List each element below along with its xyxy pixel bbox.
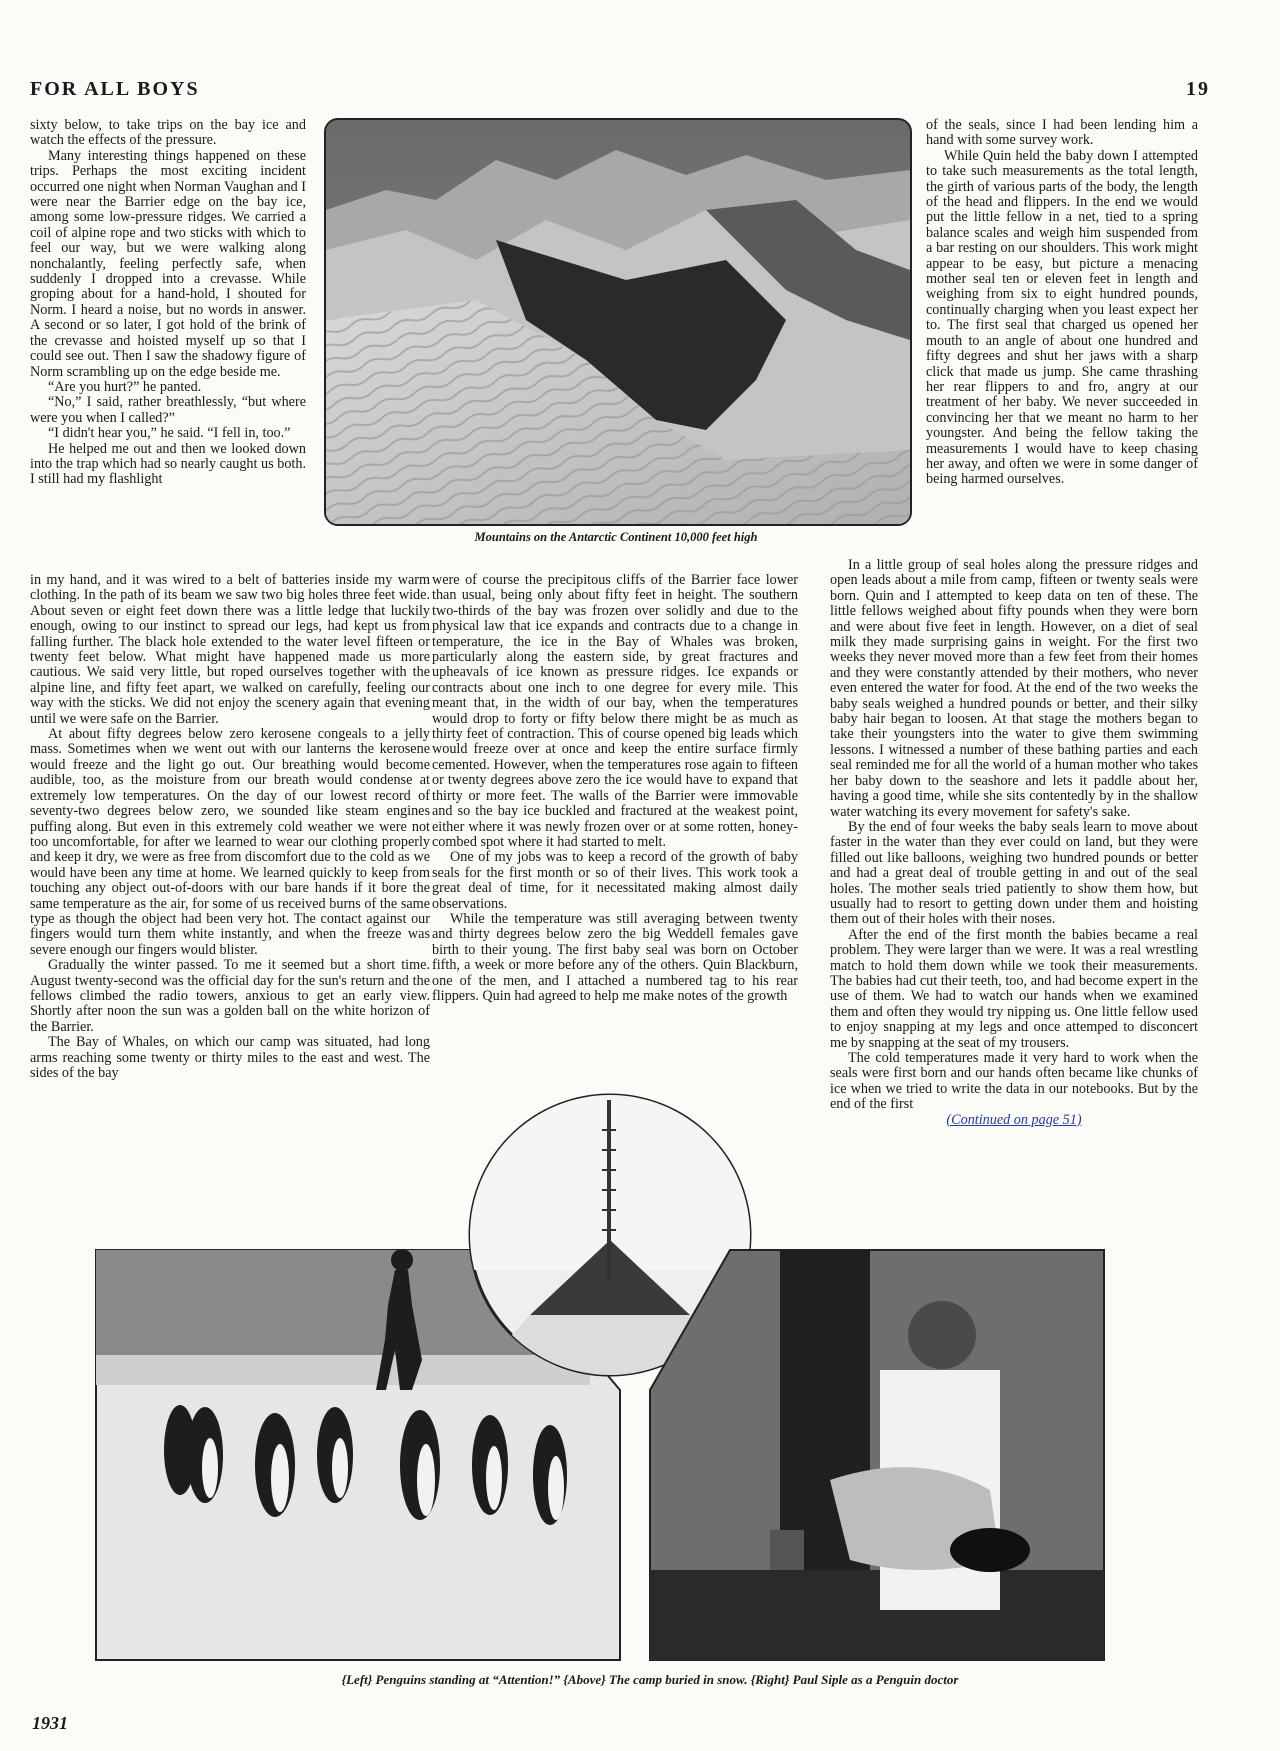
- paragraph: One of my jobs was to keep a record of the growth of baby seals for the first month or so of their lives. This work took a great deal of time, for it necessitated making almost daily observations.: [432, 849, 798, 912]
- paragraph: By the end of four weeks the baby seals learn to move about faster in the water than they ever could on land, but they were filled out like balloons, weighing two hundred pounds or better and had a great deal of trouble getting in and out of the seal holes. The mother seals tried patiently to show them how, but usually had to resort to getting down under them and hoisting them out of their holes with their noses.: [830, 818, 1198, 928]
- paragraph: After the end of the first month the babies became a real problem. They were larger than we were. It was a real wrestling match to hold them down while we took their measurements. The babies had cut their teeth, too, and had become expert in the use of them. We had to watch our hands when we examined them and often they would try nipping us. One little fellow used to enjoy snapping at my legs and once attemped to disconcert me by snapping at the seat of my trousers.: [830, 926, 1198, 1051]
- column-1-top: [30, 118, 306, 573]
- paragraph: The cold temperatures made it very hard to work when the seals were first born and our hands often became like chunks of ice when we tried to write the data in our notebooks. But by the end of the first: [830, 1050, 1198, 1113]
- paragraph: In a little group of seal holes along the pressure ridges and open leads about a mile from camp, fifteen or twenty seals were born. Quin and I attempted to keep data on ten of these. The little fellows weighed about fifty pounds when they were born and were about five feet in length. However, on a diet of seal milk they made surprising gains in weight. For the first two weeks they never moved more than a few feet from their homes and they were constantly attended by their mothers, who never even entered the water for food. At the end of the two weeks the baby seals weighed a hundred pounds or better, and their silky baby hair began to loosen. At that stage the mothers began to take their youngsters into the water to give them swimming lessons. I witnessed a number of these bathing parties and each seal reminded me for all the world of a human mother who takes her baby down to the seashore and lets it paddle about her, having a good time, while she sits contentedly by in the shallow water watching its every movement for safety's sake.: [830, 558, 1198, 820]
- paragraph: sixty below, to take trips on the bay ice and watch the effects of the pressure.: [30, 118, 306, 149]
- page-number: 19: [1186, 78, 1210, 100]
- paragraph: At about fifty degrees below zero kerosene congeals to a jelly mass. Sometimes when we went out with our lanterns the kerosene would freeze and the light go out. Our breathing would become audible, too, as the moisture from our breath would condense at extremely low temperatures. On the day of our lowest record of seventy-two degrees below zero, we sounded like steam engines puffing along. But even in this extremely cold weather we were not too uncomfortable, for after we learned to wear our clothing properly and keep it dry, we were as free from discomfort due to the cold as we would have been any time at home. We learned quickly to keep from touching any object out-of-doors with our bare hands if it bore the same temperature as the air, for some of us received burns of the same type as though the object had been very hot. The contact against our fingers would turn them white instantly, and when the freeze was severe enough our fingers would blister.: [30, 726, 430, 958]
- paragraph: “I didn't hear you,” he said. “I fell in, too.”: [48, 425, 291, 442]
- paragraph: were of course the precipitous cliffs of the Barrier face lower than usual, being only about fifty feet in height. The southern two-thirds of the bay was frozen over solidly and due to the physical law that ice expands and contracts due to a change in temperature, the ice in the Bay of Whales was broken, particularly along the eastern side, by great fractures and upheavals of ice known as pressure ridges. Ice expands or contracts about one inch to one degree for every mile. This meant that, in the width of our bay, when the temperatures would drop to forty or fifty below there might be as much as thirty feet of contraction. This of course opened big leads which would freeze over at once and keep the entire surface firmly cemented. However, when the temperatures rose again to fifteen or twenty degrees above zero the ice would have to expand that thirty or more feet. The walls of the Barrier were immovable and so the bay ice buckled and fractured at the weakest point, either where it was newly frozen over or at some rotten, honey-combed spot where it had started to melt.: [432, 573, 798, 850]
- continued-link[interactable]: (Continued on page 51): [946, 1111, 1082, 1128]
- paragraph: “No,” I said, rather breathlessly, “but where were you when I called?”: [30, 394, 306, 426]
- paragraph: of the seals, since I had been lending him a hand with some survey work.: [926, 118, 1198, 149]
- magazine-title: FOR ALL BOYS: [30, 78, 200, 100]
- penguin-doctor-photo: [650, 1250, 1104, 1660]
- paragraph: While Quin held the baby down I attempted to take such measurements as the total length, the girth of various parts of the body, the length of the head and flippers. In the end we would put the little fellow in a net, tied to a spring balance scales and weigh him suspended from a bar resting on our shoulders. This work might appear to be easy, but picture a menacing mother seal ten or eleven feet in length and weighing from six to eight hundred pounds, continually charging when you least expect her to. The first seal that charged us opened her mouth to an angle of about one hundred and fifty degrees and shut her jaws with a sharp click that made us jump. She came thrashing her rear flippers to and fro, angry at our treatment of her baby. We never succeeded in convincing her that we meant no harm to her youngster. And being the fellow taking the measurements I would have to keep chasing her away, and often we were in some danger of being harmed ourselves.: [926, 147, 1198, 488]
- paragraph: in my hand, and it was wired to a belt of batteries inside my warm clothing. In the path of its beam we saw two big holes three feet wide. About seven or eight feet down there was a little ledge that luckily enough, owing to our instinct to spread our legs, had kept us from falling further. The black hole extended to the water level fifteen or twenty feet below. What might have happened made us more cautious. We said very little, but roped ourselves together with the alpine line, and fifty feet apart, we walked on carefully, feeling our way with the sticks. We did not enjoy the scenery again that evening until we were safe on the Barrier.: [30, 573, 430, 727]
- photo-collage: [90, 1090, 1210, 1665]
- mountains-photo: [324, 118, 912, 526]
- paragraph: The Bay of Whales, on which our camp was situated, had long arms reaching some twenty or thirty miles to the east and west. The sides of the bay: [30, 1034, 430, 1081]
- column-2: [432, 573, 798, 1081]
- mountains-illustration: [326, 120, 910, 524]
- bottom-caption: {Left} Penguins standing at “Attention!” {Above} The camp buried in snow. {Right} Paul Siple as a Penguin doctor: [341, 1672, 959, 1687]
- paragraph: “Are you hurt?” he panted.: [48, 378, 202, 395]
- mountains-caption: Mountains on the Antarctic Continent 10,000 feet high: [474, 530, 758, 544]
- paragraph: He helped me out and then we looked down into the trap which had so nearly caught us both. I still had my flashlight: [30, 440, 306, 488]
- paragraph: While the temperature was still averaging between twenty and thirty degrees below zero the big Weddell females gave birth to their young. The first baby seal was born on October fifth, a week or more before any of the others. Quin Blackburn, one of the men, and I attached a numbered tag to his rear flippers. Quin had agreed to help me make notes of the growth: [432, 910, 798, 1004]
- paragraph: Many interesting things happened on these trips. Perhaps the most exciting incident occurred one night when Norman Vaughan and I were near the Barrier edge on the bay ice, among some low-pressure ridges. We carried a coil of alpine rope and two sticks with which to feel our way, but we were walking along nonchalantly, feeling perfectly safe, when suddenly I dropped into a crevasse. While groping about for a hand-hold, I shouted for Norm. I heard a noise, but no words in answer. A second or so later, I got hold of the brink of the crevasse and hoisted myself up so that I could see out. Then I saw the shadowy figure of Norm scrambling up on the edge beside me.: [30, 147, 306, 380]
- publication-year: 1931: [32, 1713, 68, 1733]
- paragraph: Gradually the winter passed. To me it seemed but a short time. August twenty-second was the official day for the sun's return and the fellows climbed the radio towers, anxious to get an early view. Shortly after noon the sun was a golden ball on the white horizon of the Barrier.: [30, 957, 430, 1035]
- column-3-top: [926, 118, 1198, 558]
